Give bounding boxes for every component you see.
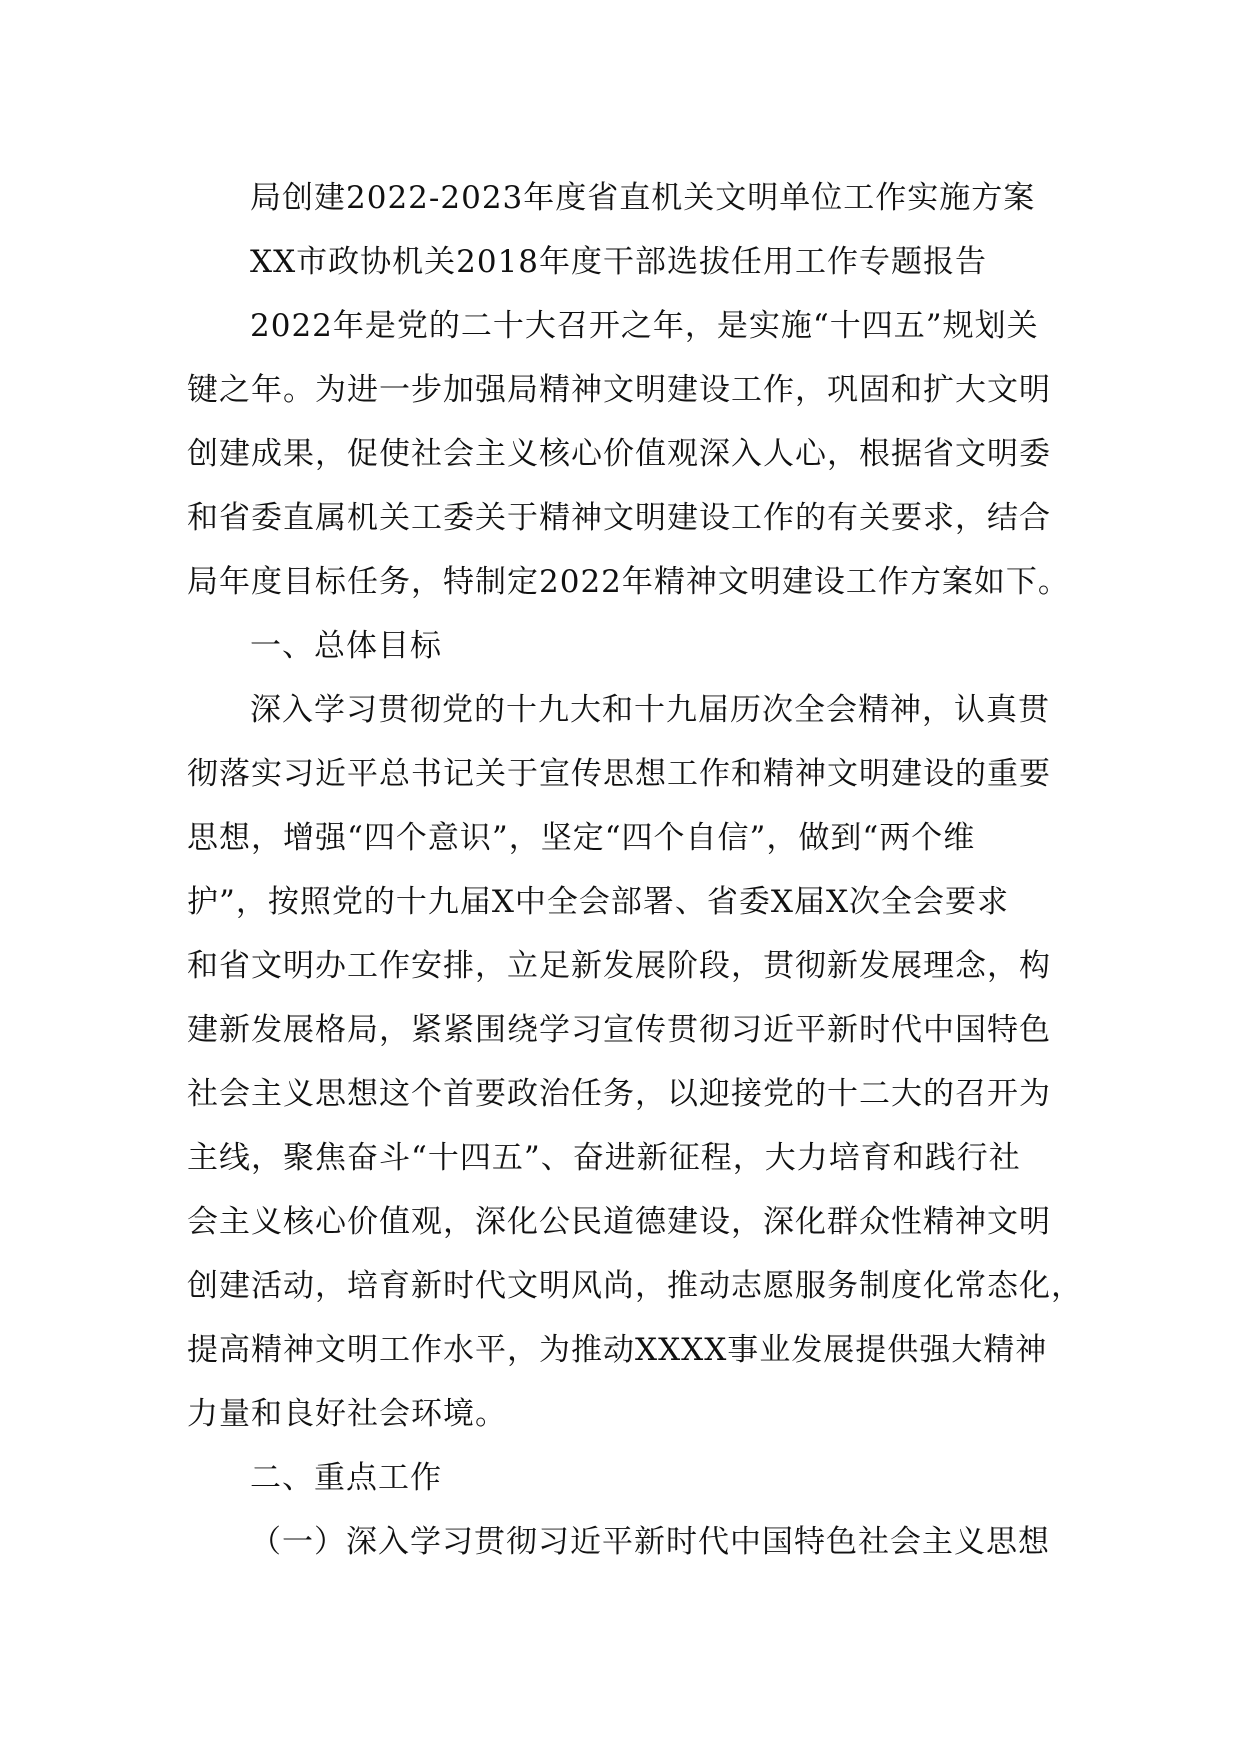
- section-2-heading: 二、重点工作: [250, 1460, 442, 1496]
- section-1-line-3: 思想，增强“四个意识”，坚定“四个自信”，做到“两个维: [187, 820, 976, 856]
- section-1-line-6: 建新发展格局，紧紧围绕学习宣传贯彻习近平新时代中国特色: [187, 1012, 1051, 1048]
- section-1-line-10: 创建活动，培育新时代文明风尚，推动志愿服务制度化常态化，: [187, 1268, 1083, 1304]
- intro-line-1: 2022年是党的二十大召开之年，是实施“十四五”规划关: [250, 308, 1039, 344]
- section-1-line-4: 护”，按照党的十九届X中全会部署、省委X届X次全会要求: [187, 884, 1010, 920]
- section-1-line-1: 深入学习贯彻党的十九大和十九届历次全会精神，认真贯: [250, 692, 1050, 728]
- section-1-line-8: 主线，聚焦奋斗“十四五”、奋进新征程，大力培育和践行社: [187, 1140, 1021, 1176]
- section-1-line-11: 提高精神文明工作水平，为推动XXXX事业发展提供强大精神: [187, 1332, 1048, 1368]
- intro-line-2: 键之年。为进一步加强局精神文明建设工作，巩固和扩大文明: [187, 372, 1051, 408]
- section-1-line-5: 和省文明办工作安排，立足新发展阶段，贯彻新发展理念，构: [187, 948, 1051, 984]
- subsection-1-heading: （一）深入学习贯彻习近平新时代中国特色社会主义思想: [250, 1524, 1050, 1560]
- intro-line-3: 创建成果，促使社会主义核心价值观深入人心，根据省文明委: [187, 436, 1051, 472]
- title-line-1: 局创建2022-2023年度省直机关文明单位工作实施方案: [250, 180, 1036, 216]
- section-1-line-9: 会主义核心价值观，深化公民道德建设，深化群众性精神文明: [187, 1204, 1051, 1240]
- section-1-line-7: 社会主义思想这个首要政治任务，以迎接党的十二大的召开为: [187, 1076, 1051, 1112]
- intro-line-4: 和省委直属机关工委关于精神文明建设工作的有关要求，结合: [187, 500, 1051, 536]
- title-line-2: XX市政协机关2018年度干部选拔任用工作专题报告: [250, 244, 988, 280]
- intro-line-5: 局年度目标任务，特制定2022年精神文明建设工作方案如下。: [187, 564, 1070, 600]
- section-1-line-12: 力量和良好社会环境。: [187, 1396, 507, 1432]
- section-1-heading: 一、总体目标: [250, 628, 442, 664]
- section-1-line-2: 彻落实习近平总书记关于宣传思想工作和精神文明建设的重要: [187, 756, 1051, 792]
